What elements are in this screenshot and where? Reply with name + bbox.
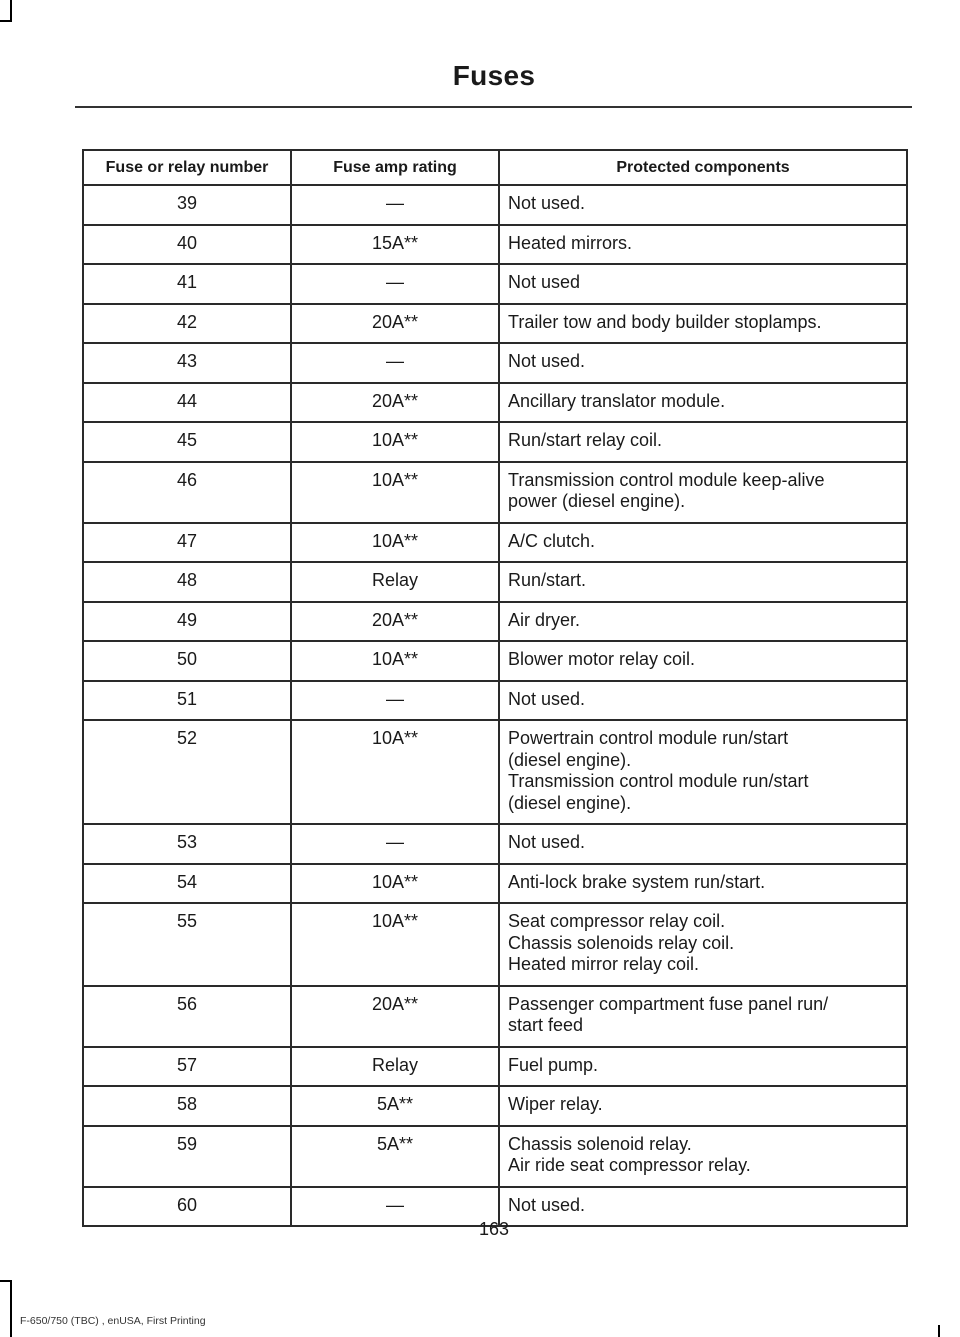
- fuse-number: 44: [83, 383, 291, 423]
- fuse-rating: 10A**: [291, 462, 499, 523]
- fuse-number: 54: [83, 864, 291, 904]
- column-header-rating: Fuse amp rating: [291, 150, 499, 185]
- component-line: (diesel engine).: [508, 749, 632, 770]
- crop-mark: [0, 1280, 12, 1282]
- footer-text: F-650/750 (TBC) , enUSA, First Printing: [20, 1315, 206, 1327]
- component-line: Wiper relay.: [508, 1094, 603, 1114]
- fuse-number: 56: [83, 986, 291, 1047]
- fuse-rating: 20A**: [291, 304, 499, 344]
- protected-components: [499, 1086, 907, 1126]
- component-line: Passenger compartment fuse panel run/: [508, 993, 829, 1014]
- fuse-number: 48: [83, 562, 291, 602]
- component-line: Run/start relay coil.: [508, 430, 663, 450]
- fuse-number: 43: [83, 343, 291, 383]
- fuse-rating: 5A**: [291, 1126, 499, 1187]
- protected-components: [499, 185, 907, 225]
- fuse-rating: 10A**: [291, 523, 499, 563]
- fuse-number: 39: [83, 185, 291, 225]
- fuse-rating: 20A**: [291, 602, 499, 642]
- table-row: [83, 523, 907, 563]
- fuse-rating: Relay: [291, 1047, 499, 1087]
- component-line: Powertrain control module run/start: [508, 728, 789, 748]
- component-line: Not used.: [508, 1194, 586, 1215]
- fuse-number: 58: [83, 1086, 291, 1126]
- fuse-rating: —: [291, 185, 499, 225]
- fuse-rating: Relay: [291, 562, 499, 602]
- component-line: Not used.: [508, 688, 586, 709]
- fuse-rating: 15A**: [291, 225, 499, 265]
- fuse-table: [82, 149, 908, 1227]
- table-row: [83, 864, 907, 904]
- fuse-rating: —: [291, 264, 499, 304]
- protected-components: [499, 225, 907, 265]
- fuse-number: 45: [83, 422, 291, 462]
- table-row: [83, 383, 907, 423]
- table-row: [83, 681, 907, 721]
- fuse-number: 46: [83, 462, 291, 523]
- component-line: Anti-lock brake system run/start.: [508, 871, 766, 892]
- table-row: [83, 185, 907, 225]
- fuse-number: 53: [83, 824, 291, 864]
- crop-mark: [938, 1325, 940, 1337]
- fuse-rating: 5A**: [291, 1086, 499, 1126]
- component-line: Not used.: [508, 351, 586, 371]
- fuse-rating: 10A**: [291, 864, 499, 904]
- column-header-number: Fuse or relay number: [83, 150, 291, 185]
- protected-components: [499, 864, 907, 904]
- fuse-number: 57: [83, 1047, 291, 1087]
- component-line: Not used: [508, 272, 581, 292]
- fuse-rating: 20A**: [291, 986, 499, 1047]
- protected-components: [499, 383, 907, 423]
- component-line: Run/start.: [508, 570, 587, 590]
- component-line: Transmission control module run/start: [508, 771, 809, 791]
- table-row: [83, 1126, 907, 1187]
- component-line: Trailer tow and body builder stoplamps.: [508, 311, 822, 332]
- protected-components: [499, 523, 907, 563]
- component-line: Air dryer.: [508, 609, 581, 630]
- table-row: [83, 343, 907, 383]
- component-line: (diesel engine).: [508, 792, 632, 813]
- fuse-rating: 10A**: [291, 422, 499, 462]
- component-line: Air ride seat compressor relay.: [508, 1155, 751, 1175]
- table-row: [83, 1047, 907, 1087]
- protected-components: [499, 824, 907, 864]
- fuse-number: 59: [83, 1126, 291, 1187]
- component-line: Heated mirror relay coil.: [508, 954, 700, 974]
- fuse-rating: 10A**: [291, 641, 499, 681]
- fuse-number: 42: [83, 304, 291, 344]
- column-header-components: Protected components: [499, 150, 907, 185]
- protected-components: [499, 264, 907, 304]
- component-line: A/C clutch.: [508, 530, 596, 551]
- component-line: Not used.: [508, 193, 586, 213]
- fuse-number: 51: [83, 681, 291, 721]
- title-rule: [75, 106, 912, 108]
- table-row: [83, 903, 907, 986]
- table-row: [83, 422, 907, 462]
- fuse-rating: 20A**: [291, 383, 499, 423]
- table-header-row: [83, 150, 907, 185]
- component-line: Chassis solenoids relay coil.: [508, 932, 735, 953]
- protected-components: [499, 602, 907, 642]
- table-row: [83, 720, 907, 824]
- fuse-number: 55: [83, 903, 291, 986]
- protected-components: [499, 304, 907, 344]
- component-line: Fuel pump.: [508, 1054, 599, 1075]
- fuse-number: 41: [83, 264, 291, 304]
- table-row: [83, 264, 907, 304]
- fuse-rating: 10A**: [291, 903, 499, 986]
- fuse-number: 49: [83, 602, 291, 642]
- protected-components: [499, 422, 907, 462]
- protected-components: [499, 1126, 907, 1187]
- crop-mark: [0, 20, 12, 22]
- fuse-rating: —: [291, 824, 499, 864]
- fuse-rating: —: [291, 1187, 499, 1227]
- component-line: Transmission control module keep-alive: [508, 469, 825, 490]
- table-row: [83, 1086, 907, 1126]
- protected-components: [499, 681, 907, 721]
- table-row: [83, 462, 907, 523]
- crop-mark: [10, 1280, 12, 1337]
- fuse-number: 40: [83, 225, 291, 265]
- fuse-rating: —: [291, 343, 499, 383]
- fuse-rating: —: [291, 681, 499, 721]
- table-row: [83, 641, 907, 681]
- protected-components: [499, 462, 907, 523]
- component-line: Chassis solenoid relay.: [508, 1133, 692, 1154]
- page-title: Fuses: [452, 60, 536, 91]
- component-line: start feed: [508, 1015, 584, 1035]
- crop-mark: [10, 0, 12, 20]
- protected-components: [499, 562, 907, 602]
- component-line: power (diesel engine).: [508, 491, 686, 511]
- protected-components: [499, 720, 907, 824]
- fuse-number: 60: [83, 1187, 291, 1227]
- protected-components: [499, 1047, 907, 1087]
- fuse-rating: 10A**: [291, 720, 499, 824]
- table-row: [83, 986, 907, 1047]
- protected-components: [499, 903, 907, 986]
- fuse-number: 47: [83, 523, 291, 563]
- table-row: [83, 304, 907, 344]
- component-line: Heated mirrors.: [508, 232, 633, 253]
- table-row: [83, 562, 907, 602]
- table-row: [83, 602, 907, 642]
- fuse-number: 50: [83, 641, 291, 681]
- fuse-number: 52: [83, 720, 291, 824]
- page-number: 163: [478, 1219, 510, 1239]
- component-line: Not used.: [508, 832, 586, 852]
- component-line: Seat compressor relay coil.: [508, 911, 726, 931]
- table-row: [83, 225, 907, 265]
- table-row: [83, 824, 907, 864]
- protected-components: [499, 343, 907, 383]
- protected-components: [499, 641, 907, 681]
- component-line: Blower motor relay coil.: [508, 649, 696, 669]
- protected-components: [499, 986, 907, 1047]
- component-line: Ancillary translator module.: [508, 390, 726, 411]
